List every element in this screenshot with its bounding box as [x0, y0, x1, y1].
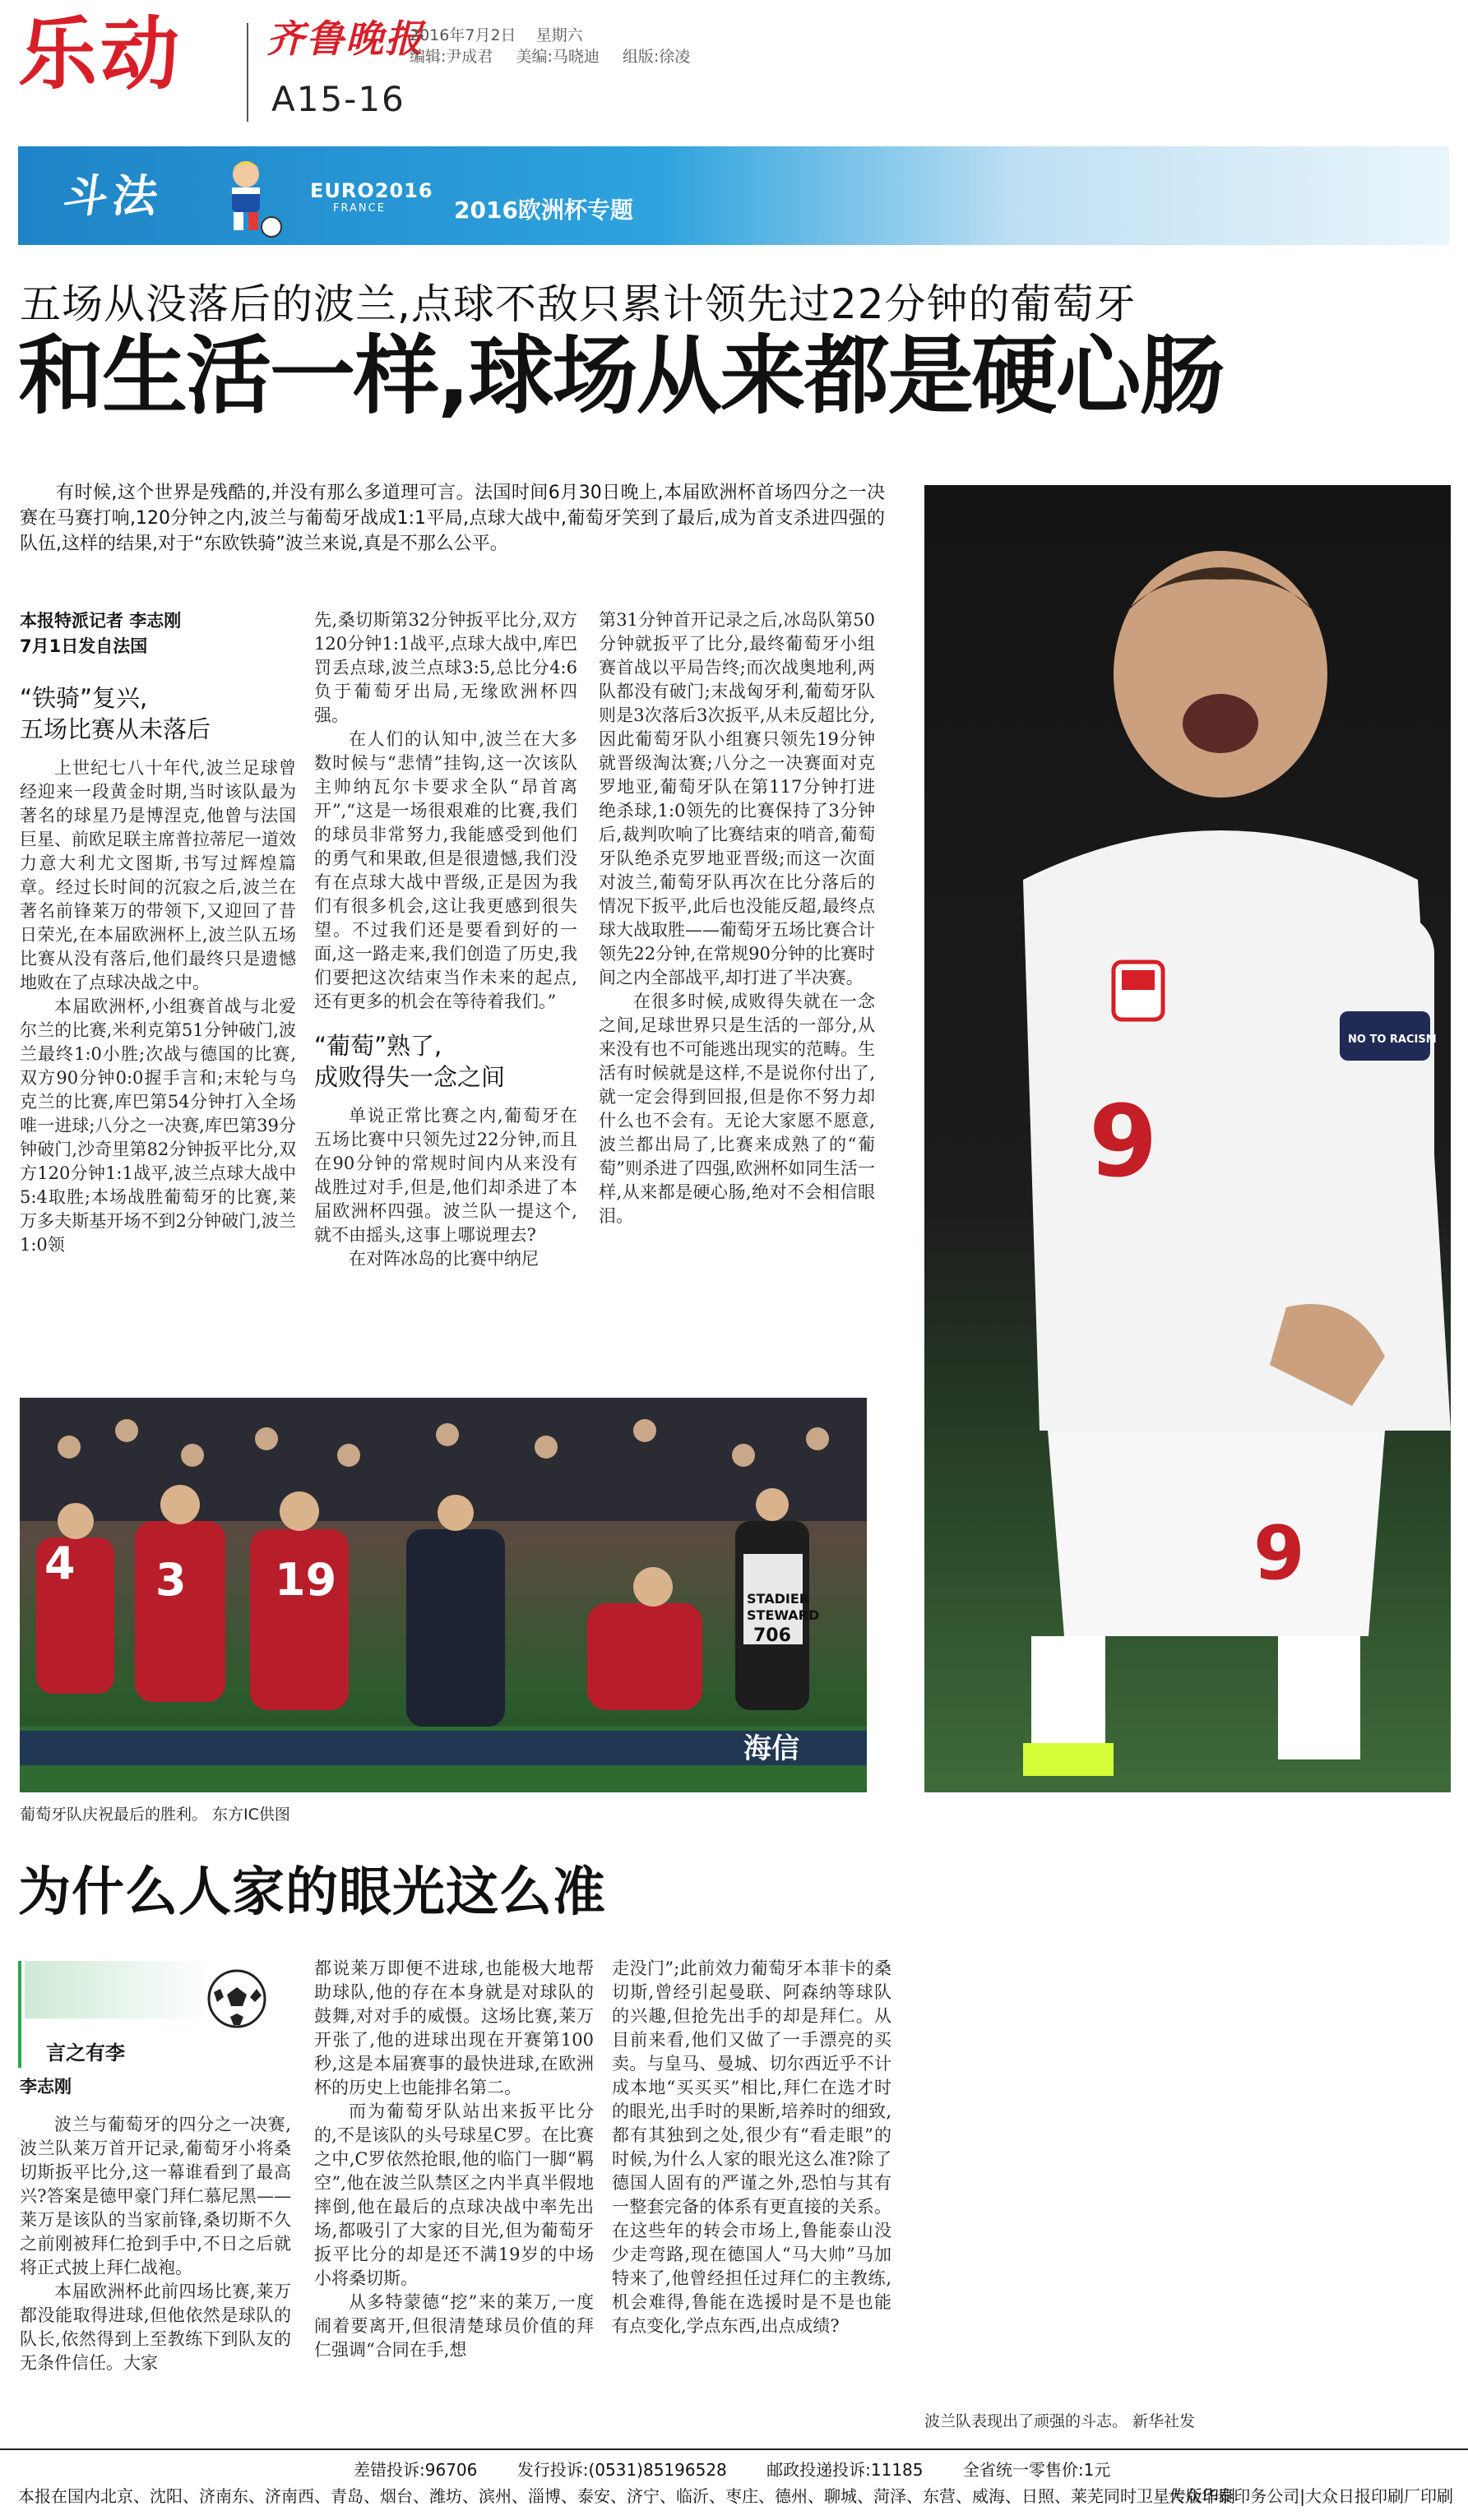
- paragraph: 从多特蒙德“挖”来的莱万,一度闹着要离开,但很清楚球员价值的拜仁强调“合同在手,想: [314, 2292, 594, 2360]
- editor-credits: [410, 44, 708, 67]
- article2-column-2: [314, 1957, 594, 2362]
- jersey-number: 19: [275, 1554, 337, 1606]
- shorts-number: 9: [1253, 1510, 1305, 1597]
- euro-banner: [18, 146, 1449, 245]
- photo2-caption: 波兰队表现出了顽强的斗志。 新华社发: [924, 2412, 1196, 2430]
- article1-column-1: [20, 608, 296, 1257]
- banner-title: 斗法: [60, 170, 166, 222]
- article2-column-1: [20, 2113, 291, 2375]
- subhead-putao: “葡萄”熟了, 成败得失一念之间: [314, 1032, 506, 1091]
- page-number: A15-16: [271, 79, 405, 119]
- euro-logo-country: FRANCE: [333, 202, 386, 215]
- editor: 编辑:尹成君: [410, 48, 493, 66]
- jersey-number: 9: [1089, 1085, 1158, 1200]
- column-author: 李志刚: [20, 2077, 72, 2097]
- steward-number: 706: [753, 1625, 791, 1646]
- photo-illustration: [924, 485, 1451, 1792]
- subhead-tieqi: “铁骑”复兴, 五场比赛从未落后: [20, 684, 211, 743]
- jersey-number: 3: [155, 1554, 187, 1606]
- paragraph: 单说正常比赛之内,葡萄牙在五场比赛中只领先过22分钟,而且在90分钟的常规时间内从来没有战胜过对手,但是,他们却杀进了本届欧洲杯四强。波兰队一提这个,就不由摇头,这事上哪说理去?: [314, 1106, 577, 1245]
- byline-dateline: 7月1日发自法国: [20, 636, 148, 656]
- paragraph: 而为葡萄牙队站出来扳平比分的,不是该队的头号球星C罗。在比赛之中,C罗依然抢眼,他的临门一脚“羁空”,他在波兰队禁区之内半真半假地摔倒,他在最后的点球决战中率先出场,都吸引了大家的目光,但为葡萄牙扳平比分的却是还不满19岁的中场小将桑切斯。: [314, 2102, 594, 2288]
- portugal-celebration-photo: [20, 1398, 867, 1792]
- mascot-icon: [201, 151, 291, 242]
- article-lead: 有时候,这个世界是残酷的,并没有那么多道理可言。法国时间6月30日晚上,本届欧洲杯首场四分之一决赛在马赛打响,120分钟之内,波兰与葡萄牙战成1:1平局,点球大战中,葡萄牙笑到了最后,成为首支杀进四强的队伍,这样的结果,对于“东欧铁骑”波兰来说,真是不那么公平。: [20, 483, 885, 554]
- soccer-ball-icon: [206, 1967, 268, 2030]
- paragraph: 在人们的认知中,波兰在大多数时候与“悲情”挂钩,这一次该队主帅纳瓦尔卡要求全队“昂首离开”,“这是一场很艰难的比赛,我们的球员非常努力,我能感受到他们的勇气和果敢,但是很遗憾,我们没有在点球大战中晋级,正是因为我们有很多机会,这让我更感到很失望。不过我们还是要看到好的一面,这一路走来,我们创造了历史,我们要把这次结束当作未来的起点,还有更多的机会在等待着我们。”: [314, 729, 577, 1011]
- column-name: 言之有李: [46, 2041, 125, 2065]
- layout-editor: 组版:徐凌: [622, 48, 691, 66]
- byline-reporter: 本报特派记者 李志刚: [20, 611, 182, 631]
- column-logo-stripe: [25, 1961, 214, 2018]
- paragraph: 波兰与葡萄牙的四分之一决赛,波兰队莱万首开记录,葡萄牙小将桑切斯扳平比分,这一幕谁看到了最高兴?答案是德甲豪门拜仁慕尼黑——莱万是该队的当家前锋,桑切斯不久之前刚被拜仁抢到手中,不日之后就将正式披上拜仁战袍。: [20, 2115, 291, 2277]
- masthead-divider: [247, 23, 248, 122]
- article-kicker: 五场从没落后的波兰,点球不敌只累计领先过22分钟的葡萄牙: [20, 280, 1137, 328]
- steward-label-1: STADIER: [747, 1591, 810, 1607]
- paragraph: 本届欧洲杯此前四场比赛,莱万都没能取得进球,但他依然是球队的队长,依然得到上至教练下到队友的无条件信任。大家: [20, 2282, 291, 2373]
- euro2016-logo: [310, 161, 433, 230]
- complaint-hotline: 差错投诉:96706: [354, 2460, 478, 2480]
- steward-label-2: STEWARD: [747, 1607, 820, 1623]
- euro-logo-text: EURO2016: [310, 179, 433, 202]
- paragraph: 走没门”;此前效力葡萄牙本菲卡的桑切斯,曾经引起曼联、阿森纳等球队的兴趣,但抢先出手的却是拜仁。从目前来看,他们又做了一手漂亮的买卖。与皇马、曼城、切尔西近乎不计成本地“买买买”相比,拜仁在选才时的眼光,出手时的果断,培养时的细致,都有其独到之处,很少有“看走眼”的时候,为什么人家的眼光这么准?除了德国人固有的严谨之外,恐怕与其有一整套完备的体系有更直接的关系。在这些年的转会市场上,鲁能泰山没少走弯路,现在德国人“马大帅”马加特来了,他曾经担任过拜仁的主教练,机会难得,鲁能在选援时是不是也能有点变化,学点东西,出点成绩?: [612, 1958, 891, 2336]
- article1-column-3: [599, 608, 875, 1228]
- masthead: [0, 0, 1468, 140]
- printer-name: 大众华泰印务公司|大众日报印刷厂印刷: [1168, 2486, 1453, 2506]
- sleeve-badge: NO TO RACISM: [1348, 1033, 1437, 1046]
- photo1-caption: 葡萄牙队庆祝最后的胜利。 东方IC供图: [20, 1806, 290, 1824]
- art-editor: 美编:马晓迪: [516, 48, 600, 66]
- poland-player-photo: [924, 485, 1451, 1792]
- footer-contact-row: [354, 2457, 1143, 2481]
- paragraph: 本届欧洲杯,小组赛首战与北爱尔兰的比赛,米利克第51分钟破门,波兰最终1:0小胜;次战与德国的比赛,双方90分钟0:0握手言和;末轮与乌克兰的比赛,库巴第54分钟打入全场唯一进球;八分之一决赛,库巴第39分钟破门,沙奇里第82分钟扳平比分,双方120分钟1:1战平,波兰点球大战中5:4取胜;本场战胜葡萄牙的比赛,莱万多夫斯基开场不到2分钟破门,波兰1:0领: [20, 996, 296, 1255]
- article-headline: 和生活一样,球场从来都是硬心肠: [18, 326, 1224, 426]
- ad-board-text: 海信: [743, 1732, 799, 1765]
- post-hotline: 邮政投递投诉:11185: [766, 2460, 924, 2480]
- article2-column-3: [612, 1957, 891, 2338]
- printing-sites: 本报在国内北京、沈阳、济南东、济南西、青岛、烟台、潍坊、滨州、淄博、泰安、济宁、临沂、枣庄、德州、聊城、菏泽、东营、威海、日照、莱芜同时卫星传版印刷: [18, 2486, 1235, 2506]
- banner-topic: 2016欧洲杯专题: [454, 197, 633, 224]
- page-footer: [0, 2448, 1468, 2520]
- distribution-hotline: 发行投诉:(0531)85196528: [516, 2460, 727, 2480]
- article2-headline: 为什么人家的眼光这么准: [18, 1862, 606, 1923]
- footer-printing-row: [18, 2483, 1453, 2507]
- column-logo: [18, 1961, 276, 2068]
- section-title: 乐动: [18, 8, 183, 100]
- retail-price: 全省统一零售价:1元: [962, 2460, 1111, 2480]
- newspaper-logo: 齐鲁晚报: [266, 16, 424, 61]
- paragraph: 先,桑切斯第32分钟扳平比分,双方120分钟1:1战平,点球大战中,库巴罚丢点球,波兰点球3:5,总比分4:6负于葡萄牙出局,无缘欧洲杯四强。: [314, 610, 577, 725]
- paragraph: 在对阵冰岛的比赛中纳尼: [349, 1249, 539, 1269]
- jersey-number: 4: [44, 1537, 76, 1589]
- issue-date: 2016年7月2日 星期六: [410, 26, 583, 44]
- article1-column-2: [314, 608, 577, 1271]
- paragraph: 在很多时候,成败得失就在一念之间,足球世界只是生活的一部分,从来没有也不可能逃出现实的范畴。生活有时候就是这样,不是说你付出了,就一定会得到回报,但是你不努力却什么也不会有。无论大家愿不愿意,波兰都出局了,比赛来成熟了的“葡萄”则杀进了四强,欧洲杯如同生活一样,从来都是硬心肠,绝对不会相信眼泪。: [599, 992, 875, 1226]
- photo-illustration: [20, 1398, 867, 1792]
- paragraph: 第31分钟首开记录之后,冰岛队第50分钟就扳平了比分,最终葡萄牙小组赛首战以平局告终;而次战奥地利,两队都没有破门;末战匈牙利,葡萄牙队则是3次落后3次扳平,从未反超比分,因此葡萄牙队小组赛只领先19分钟就晋级淘汰赛;八分之一决赛面对克罗地亚,葡萄牙队在第117分钟打进绝杀球,1:0领先的比赛保持了3分钟后,裁判吹响了比赛结束的哨音,葡萄牙队绝杀克罗地亚晋级;而这一次面对波兰,葡萄牙队再次在比分落后的情况下扳平,此后也没能反超,最终点球大战取胜——葡萄牙五场比赛合计领先22分钟,在常规90分钟的比赛时间之内全部战平,却打进了半决赛。: [599, 610, 875, 987]
- paragraph: 都说莱万即便不进球,也能极大地帮助球队,他的存在本身就是对球队的鼓舞,对对手的威慑。这场比赛,莱万开张了,他的进球出现在开赛第100秒,这是本届赛事的最快进球,在欧洲杯的历史上也能排名第二。: [314, 1958, 594, 2097]
- paragraph: 上世纪七八十年代,波兰足球曾经迎来一段黄金时期,当时该队最为著名的球星乃是博涅克,他曾与法国巨星、前欧足联主席普拉蒂尼一道效力意大利尤文图斯,书写过辉煌篇章。经过长时间的沉寂之后,波兰在著名前锋莱万的带领下,又迎回了昔日荣光,在本届欧洲杯上,波兰队五场比赛从没有落后,他们最终只是遗憾地败在了点球决战之中。: [20, 758, 296, 992]
